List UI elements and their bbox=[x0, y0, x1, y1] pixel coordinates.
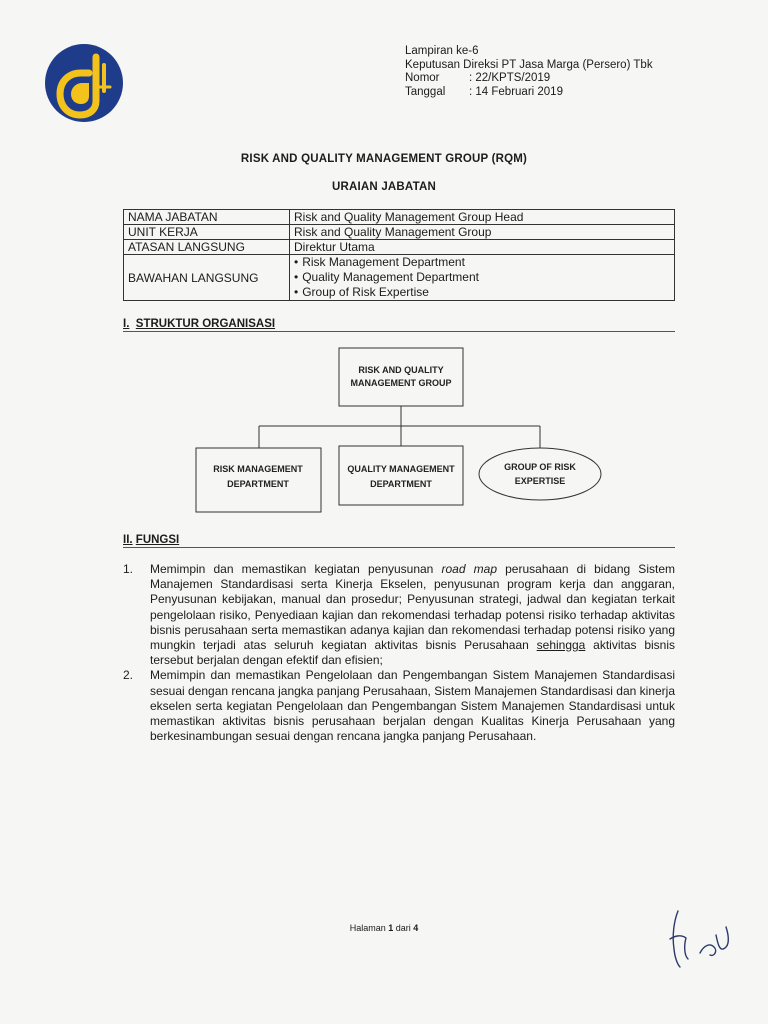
org-label: GROUP OF RISK bbox=[504, 462, 576, 472]
org-label: EXPERTISE bbox=[514, 476, 566, 486]
section-heading-fungsi: II. FUNGSI bbox=[123, 534, 675, 548]
signature-initials bbox=[664, 905, 734, 970]
fungsi-list bbox=[123, 562, 675, 744]
table-label: BAWAHAN LANGSUNG bbox=[124, 255, 290, 301]
list-item: • Quality Management Department bbox=[294, 270, 670, 285]
list-item: • Risk Management Department bbox=[294, 255, 670, 270]
tanggal-line: Tanggal : 14 Februari 2019 bbox=[405, 85, 563, 98]
org-label: DEPARTMENT bbox=[370, 479, 432, 489]
table-row bbox=[124, 255, 675, 301]
subordinate-list bbox=[294, 255, 670, 300]
job-info-table bbox=[123, 209, 675, 301]
org-label: DEPARTMENT bbox=[227, 479, 289, 489]
list-item: • Group of Risk Expertise bbox=[294, 285, 670, 300]
table-value: Direktur Utama bbox=[290, 240, 675, 255]
org-label: QUALITY MANAGEMENT bbox=[347, 464, 455, 474]
document-subtitle: URAIAN JABATAN bbox=[332, 181, 436, 193]
table-label: NAMA JABATAN bbox=[124, 210, 290, 225]
org-ellipse-risk-expertise bbox=[479, 448, 601, 500]
page-number: Halaman 1 dari 4 bbox=[349, 923, 419, 933]
nomor-line: Nomor : 22/KPTS/2019 bbox=[405, 72, 551, 84]
table-label: ATASAN LANGSUNG bbox=[124, 240, 290, 255]
org-box-quality-management bbox=[339, 446, 463, 505]
org-label: MANAGEMENT GROUP bbox=[350, 378, 452, 388]
list-item: 1. Memimpin dan memastikan kegiatan penyusunan road map perusahaan di bidang Sistem Manajemen Standardisasi serta Kinerja Ekselen, penyusunan program kerja dan anggaran, Penyusunan kebijakan, manual dan prosedur; Penyusunan strategi, jadwal dan kegiatan terkait pengelolaan risiko, Penyediaan kajian dan rekomendasi terhadap potensi risiko terhadap aktivitas bisnis perusahaan serta memastikan adanya kajian dan rekomendasi terhadap potensi risiko yang mungkin terjadi atas seluruh kegiatan aktivitas bisnis Perusahaan sehingga aktivitas bisnis tersebut berjalan dengan efektif dan efisien; bbox=[123, 562, 675, 668]
table-value: Risk and Quality Management Group Head bbox=[290, 210, 675, 225]
document-title: RISK AND QUALITY MANAGEMENT GROUP (RQM) bbox=[240, 153, 528, 165]
list-item: 2. Memimpin dan memastikan Pengelolaan dan Pengembangan Sistem Manajemen Standardisasi sesuai dengan rencana jangka panjang Perusahaan, Sistem Manajemen Standardisasi dan kinerja ekselen serta kegiatan Pengelolaan dan Pengembangan Sistem Manajemen Standardisasi untuk memastikan aktivitas bisnis perusahaan berjalan dengan Kualitas Kinerja Perusahaan yang berkesinambungan sesuai dengan rencana jangka panjang Perusahaan. bbox=[123, 668, 676, 744]
document-reference bbox=[405, 45, 653, 99]
org-label: RISK MANAGEMENT bbox=[213, 464, 303, 474]
org-box-risk-management bbox=[196, 448, 321, 512]
lampiran-line: Lampiran ke-6 bbox=[405, 45, 479, 57]
table-value bbox=[290, 255, 675, 301]
org-box-top bbox=[339, 348, 463, 406]
table-row bbox=[124, 240, 675, 255]
keputusan-line: Keputusan Direksi PT Jasa Marga (Persero) Tbk bbox=[405, 58, 653, 71]
table-label: UNIT KERJA bbox=[124, 225, 290, 240]
table-row bbox=[124, 225, 675, 240]
org-label: RISK AND QUALITY bbox=[358, 365, 444, 375]
table-row bbox=[124, 210, 675, 225]
section-heading-struktur: I. STRUKTUR ORGANISASI bbox=[123, 318, 675, 332]
jasa-marga-logo bbox=[44, 43, 124, 123]
table-value: Risk and Quality Management Group bbox=[290, 225, 675, 240]
